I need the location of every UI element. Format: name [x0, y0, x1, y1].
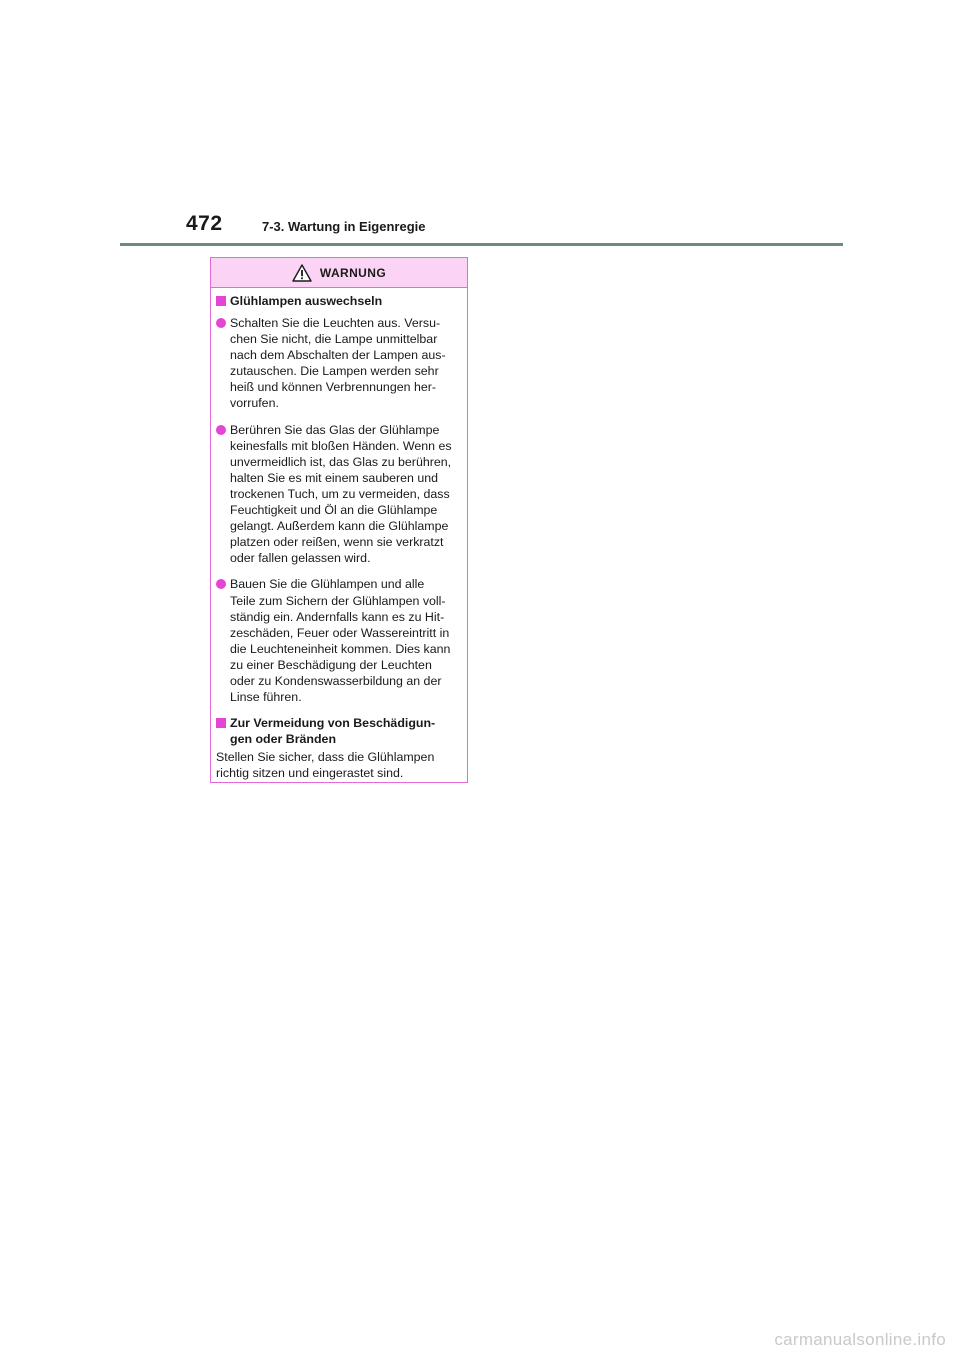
header-divider [120, 243, 843, 246]
square-bullet-icon [216, 718, 226, 728]
warning-box [210, 257, 468, 783]
list-item-text: Schalten Sie die Leuchten aus. Versu- chen Sie nicht, die Lampe unmittelbar nach dem Abschalten der Lampen aus- zutauschen. Die Lampen werden sehr heiß und können Verbrennungen her- vorrufen. [230, 316, 446, 411]
warning-title: WARNUNG [319, 265, 387, 280]
square-bullet-icon [216, 296, 226, 306]
watermark: carmanualsonline.info [774, 1330, 946, 1349]
circle-bullet-icon [216, 579, 226, 589]
list-item [216, 315, 462, 412]
warning-header [211, 258, 467, 288]
section-title: 7-3. Wartung in Eigenregie [262, 219, 426, 234]
circle-bullet-icon [216, 425, 226, 435]
heading-text: Glühlampen auswechseln [230, 294, 383, 308]
warning-body [211, 288, 467, 781]
page-number: 472 [186, 212, 223, 235]
list-item-text: Berühren Sie das Glas der Glühlampe keinesfalls mit bloßen Händen. Wenn es unvermeidlich ist, das Glas zu berühren, halten Sie es mit einem sauberen und trockenen Tuch, um zu vermeiden, dass Feuchtigkeit und Öl an die Glühlampe gelangt. Außerdem kann die Glühlampe platzen oder reißen, wenn sie verkratzt oder fallen gelassen wird. [230, 422, 452, 566]
circle-bullet-icon [216, 318, 226, 328]
warning-heading-bulb-replacement [216, 293, 462, 309]
warning-triangle-icon [292, 264, 312, 282]
list-item-text: Bauen Sie die Glühlampen und alle Teile zum Sichern der Glühlampen voll- ständig ein. Andernfalls kann es zu Hit- zeschäden, Feuer oder Wassereintritt in die Leuchteneinheit kommen. Dies kann zu einer Beschädigung der Leuchten oder zu Kondenswasserbildung an der Linse führen. [230, 577, 451, 705]
list-item [216, 576, 462, 705]
list-item [216, 422, 462, 567]
warning-heading-damage-prevention [216, 715, 462, 747]
warning-paragraph: Stellen Sie sicher, dass die Glühlampen richtig sitzen und eingerastet sind. [216, 750, 435, 781]
heading-text: Zur Vermeidung von Beschädigun- gen oder Bränden [230, 716, 436, 747]
